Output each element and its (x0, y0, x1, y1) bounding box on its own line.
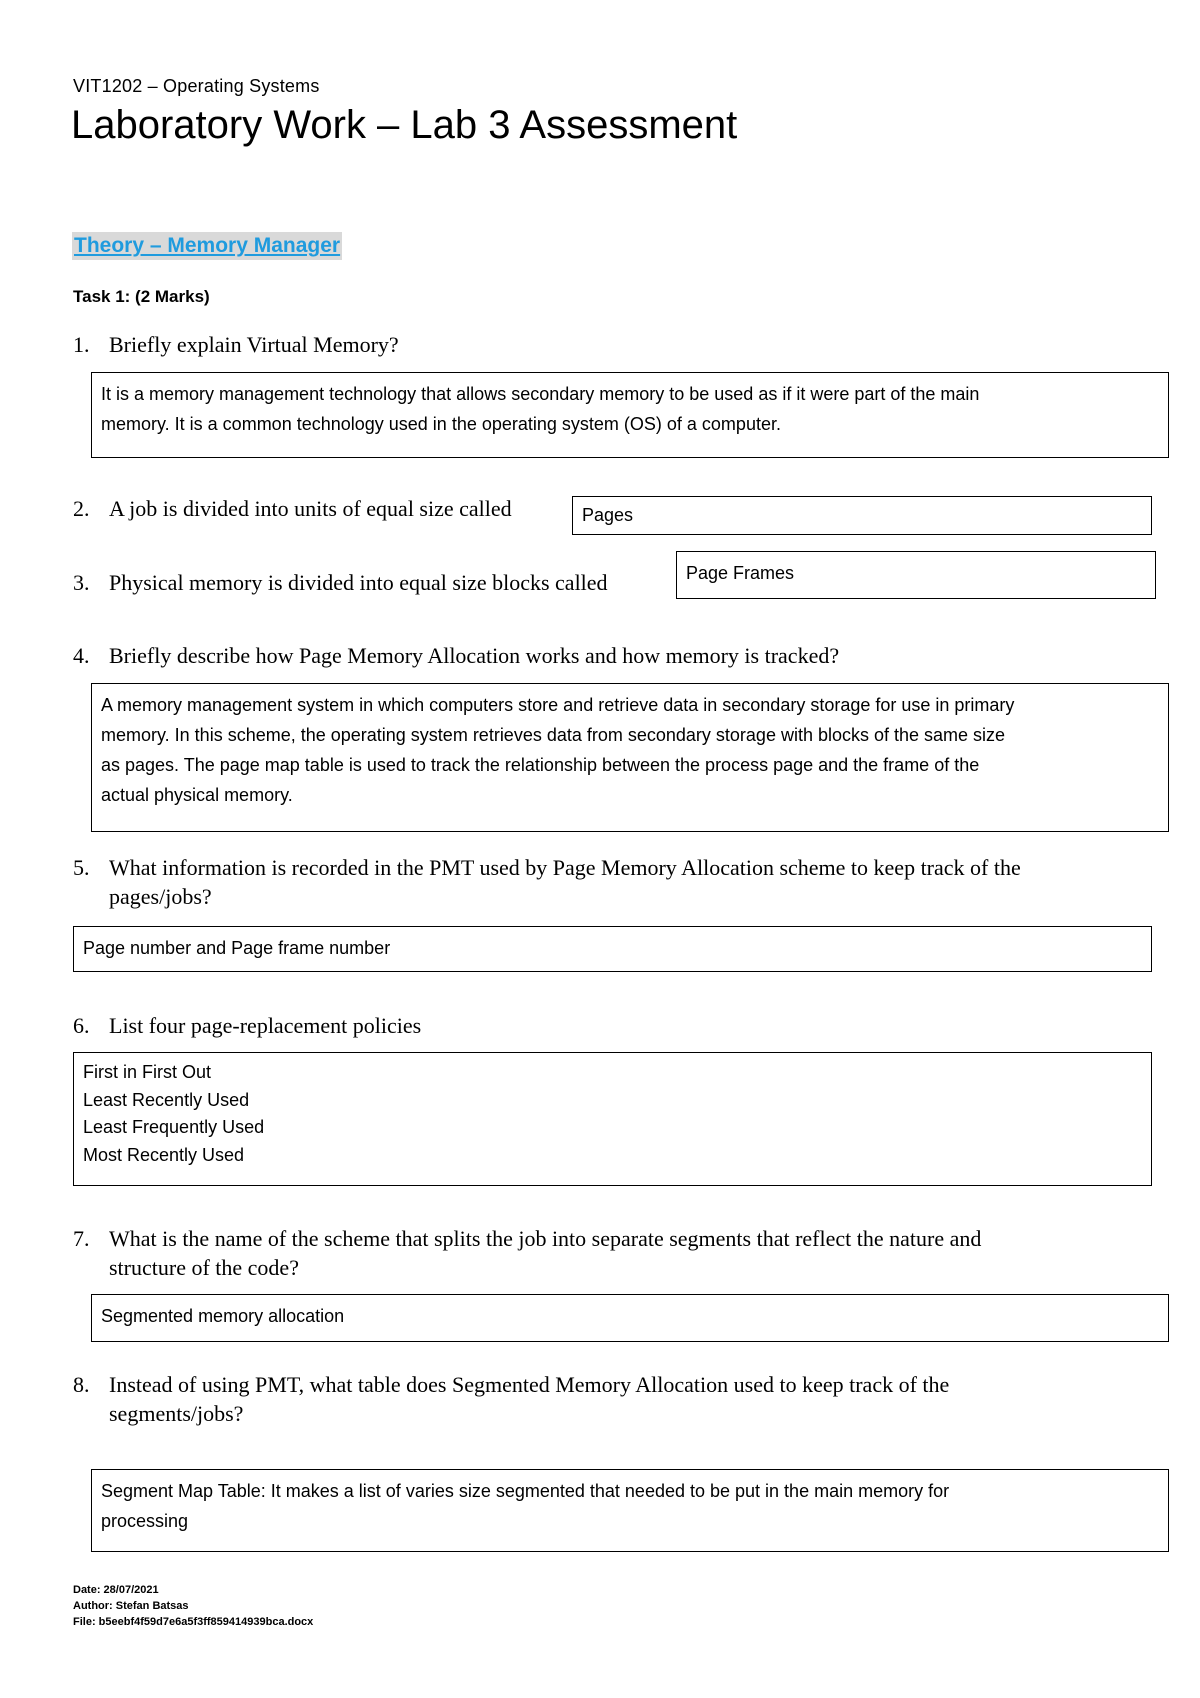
question-text (109, 853, 1021, 911)
question-text: Physical memory is divided into equal size blocks called (109, 570, 608, 595)
answer-box-2[interactable] (572, 496, 1152, 535)
question-number: 4. (73, 643, 90, 668)
footer-file: File: b5eebf4f59d7e6a5f3ff859414939bca.docx (73, 1616, 314, 1628)
question-text: Briefly explain Virtual Memory? (109, 332, 399, 357)
question-text: A job is divided into units of equal size called (109, 496, 512, 521)
question-text-line: Instead of using PMT, what table does Segmented Memory Allocation used to keep track of the (109, 1372, 950, 1397)
answer-line: A memory management system in which computers store and retrieve data in secondary storage for use in primary (101, 695, 1015, 715)
answer-line: memory. In this scheme, the operating system retrieves data from secondary storage with blocks of the same size (101, 725, 1006, 745)
answer-box-8[interactable] (91, 1469, 1169, 1552)
answer-line: Segment Map Table: It makes a list of varies size segmented that needed to be put in the main memory for (101, 1481, 950, 1501)
answer-box-7[interactable] (91, 1294, 1169, 1342)
task-label: Task 1: (2 Marks) (73, 287, 210, 306)
footer-date: Date: 28/07/2021 (73, 1584, 159, 1596)
question-number: 8. (73, 1372, 90, 1397)
question-text-line: What is the name of the scheme that splits the job into separate segments that reflect the nature and (109, 1226, 982, 1251)
question-number: 3. (73, 570, 90, 595)
answer-line: memory. It is a common technology used in the operating system (OS) of a computer. (101, 414, 781, 434)
answer-line: Least Frequently Used (83, 1117, 265, 1137)
answer-box-6[interactable] (73, 1052, 1152, 1186)
answer-box-1[interactable] (91, 372, 1169, 458)
answer-line: Most Recently Used (83, 1144, 245, 1165)
answer-line: Page Frames (686, 563, 795, 583)
question-text (109, 1224, 981, 1282)
answer-box-4[interactable] (91, 683, 1169, 832)
question-number: 5. (73, 855, 90, 880)
answer-line: Segmented memory allocation (101, 1306, 345, 1326)
question-text: List four page-replacement policies (109, 1013, 422, 1038)
answer-box-5[interactable] (73, 926, 1152, 972)
question-number: 2. (73, 496, 90, 521)
question-number: 1. (73, 332, 90, 357)
answer-line: First in First Out (83, 1062, 212, 1082)
question-number: 7. (73, 1226, 90, 1251)
answer-line: Least Recently Used (83, 1089, 250, 1110)
question-text-line: pages/jobs? (109, 884, 212, 909)
question-text-line: What information is recorded in the PMT used by Page Memory Allocation scheme to keep track of the (109, 855, 1021, 880)
answer-line: as pages. The page map table is used to track the relationship between the process page and the frame of the (101, 755, 980, 775)
answer-line: Pages (582, 505, 634, 525)
section-heading: Theory – Memory Manager (72, 232, 342, 260)
question-text-line: structure of the code? (109, 1255, 299, 1280)
answer-line: actual physical memory. (101, 785, 293, 805)
question-text: Briefly describe how Page Memory Allocation works and how memory is tracked? (109, 643, 840, 668)
answer-box-3[interactable] (676, 551, 1156, 599)
footer-author: Author: Stefan Batsas (73, 1600, 189, 1612)
answer-line: processing (101, 1511, 189, 1531)
question-text-line: segments/jobs? (109, 1401, 244, 1426)
answer-line: It is a memory management technology that allows secondary memory to be used as if it were part of the main (101, 384, 980, 404)
answer-line: Page number and Page frame number (83, 938, 391, 958)
question-number: 6. (73, 1013, 90, 1038)
course-header: VIT1202 – Operating Systems (73, 76, 320, 96)
footer (73, 1582, 313, 1630)
page-title: Laboratory Work – Lab 3 Assessment (71, 103, 738, 147)
question-text (109, 1370, 949, 1428)
